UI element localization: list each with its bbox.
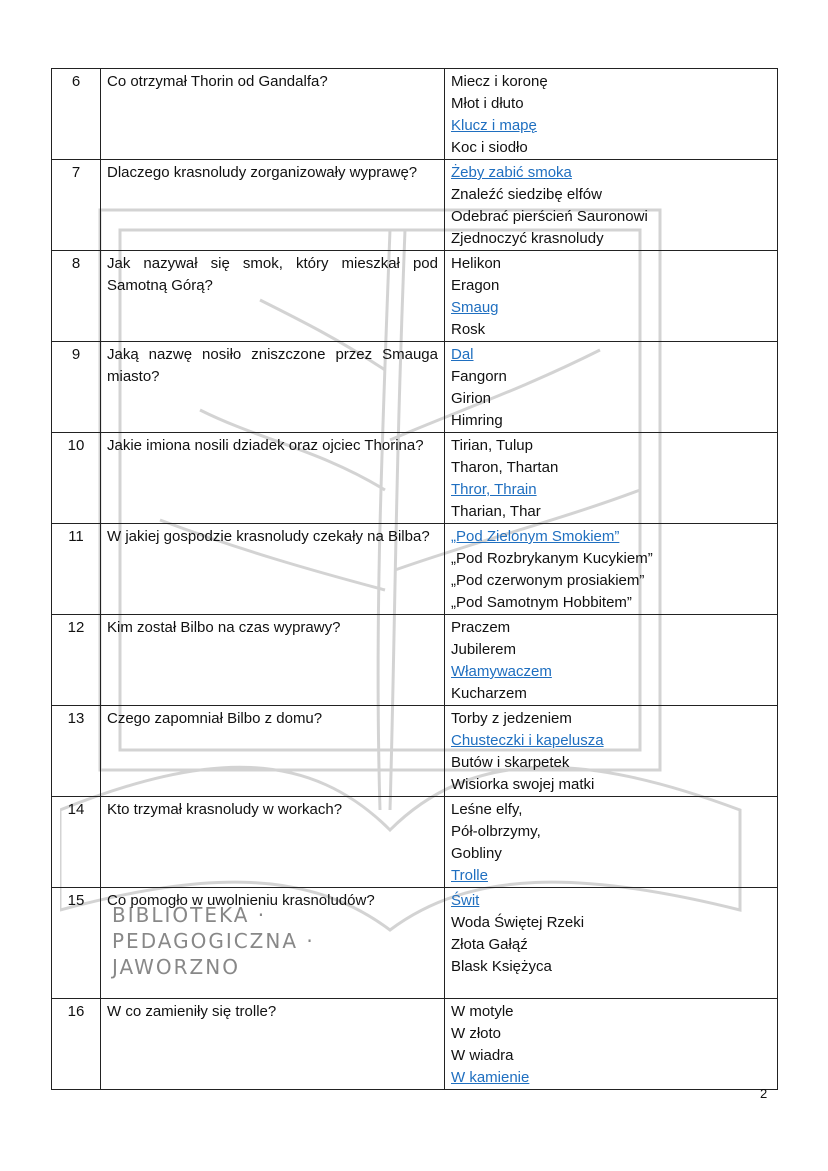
correct-answer: Włamywaczem: [451, 663, 552, 680]
answer-option: Himring: [451, 412, 503, 429]
answer-option: „Pod czerwonym prosiakiem”: [451, 572, 645, 589]
answer-option: Koc i siodło: [451, 139, 528, 156]
correct-answer: „Pod Zielonym Smokiem”: [451, 528, 620, 545]
question-number: 13: [52, 706, 101, 797]
answer-option: Kucharzem: [451, 685, 527, 702]
table-row: [52, 342, 778, 433]
answer-options: [445, 524, 778, 615]
answer-option: Butów i skarpetek: [451, 754, 570, 771]
answer-options: [445, 69, 778, 160]
table-row: [52, 797, 778, 888]
correct-answer: Trolle: [451, 867, 488, 884]
answer-option: Girion: [451, 390, 492, 407]
watermark-text: BIBLIOTEKA · PEDAGOGICZNA · JAWORZNO: [112, 903, 315, 979]
question-text: Jak nazywał się smok, który mieszkał pod Samotną Górą?: [101, 251, 445, 342]
answer-option: Woda Świętej Rzeki: [451, 914, 585, 931]
table-row: [52, 615, 778, 706]
correct-answer: Klucz i mapę: [451, 117, 537, 134]
question-text: Kim został Bilbo na czas wyprawy?: [101, 615, 445, 706]
answer-options: [445, 433, 778, 524]
question-number: 16: [52, 999, 101, 1090]
answer-option: Gobliny: [451, 845, 502, 862]
answer-option: Rosk: [451, 321, 486, 338]
table-row: [52, 706, 778, 797]
question-text: Dlaczego krasnoludy zorganizowały wyprawę?: [101, 160, 445, 251]
question-text: Jakie imiona nosili dziadek oraz ojciec Thorina?: [101, 433, 445, 524]
question-number: 11: [52, 524, 101, 615]
answer-option: „Pod Samotnym Hobbitem”: [451, 594, 632, 611]
correct-answer: Chusteczki i kapelusza: [451, 732, 604, 749]
answer-option: Fangorn: [451, 368, 507, 385]
correct-answer: Thror, Thrain: [451, 481, 537, 498]
answer-option: Młot i dłuto: [451, 95, 524, 112]
correct-answer: Świt: [451, 892, 480, 909]
question-text: Jaką nazwę nosiło zniszczone przez Smauga miasto?: [101, 342, 445, 433]
answer-options: [445, 706, 778, 797]
question-text: Co otrzymał Thorin od Gandalfa?: [101, 69, 445, 160]
answer-options: [445, 615, 778, 706]
answer-options: [445, 797, 778, 888]
question-text: Kto trzymał krasnoludy w workach?: [101, 797, 445, 888]
answer-options: [445, 342, 778, 433]
question-number: 14: [52, 797, 101, 888]
table-row: [52, 251, 778, 342]
answer-options: [445, 888, 778, 999]
correct-answer: Dal: [451, 346, 474, 363]
answer-option: Blask Księżyca: [451, 958, 552, 975]
answer-option: „Pod Rozbrykanym Kucykiem”: [451, 550, 653, 567]
question-number: 7: [52, 160, 101, 251]
table-row: [52, 999, 778, 1090]
page-number: 2: [760, 1086, 768, 1101]
answer-option: W motyle: [451, 1003, 514, 1020]
answer-option: Leśne elfy,: [451, 801, 523, 818]
answer-option: Tharon, Thartan: [451, 459, 559, 476]
question-number: 9: [52, 342, 101, 433]
correct-answer: W kamienie: [451, 1069, 530, 1086]
question-number: 12: [52, 615, 101, 706]
question-number: 6: [52, 69, 101, 160]
question-text: W co zamieniły się trolle?: [101, 999, 445, 1090]
answer-option: Miecz i koronę: [451, 73, 548, 90]
quiz-table: [51, 68, 778, 1090]
answer-option: Złota Gałąź: [451, 936, 528, 953]
answer-option: Znaleźć siedzibę elfów: [451, 186, 602, 203]
answer-option: Pół-olbrzymy,: [451, 823, 541, 840]
answer-option: Praczem: [451, 619, 511, 636]
answer-options: [445, 999, 778, 1090]
answer-option: Eragon: [451, 277, 500, 294]
question-text: Co pomogło w uwolnieniu krasnoludów?: [101, 888, 445, 999]
answer-option: Wisiorka swojej matki: [451, 776, 595, 793]
answer-options: [445, 160, 778, 251]
answer-options: [445, 251, 778, 342]
question-number: 15: [52, 888, 101, 999]
answer-option: Helikon: [451, 255, 502, 272]
answer-option: Torby z jedzeniem: [451, 710, 572, 727]
answer-option: W złoto: [451, 1025, 502, 1042]
answer-option: Jubilerem: [451, 641, 517, 658]
table-row: [52, 160, 778, 251]
question-number: 8: [52, 251, 101, 342]
table-row: [52, 69, 778, 160]
answer-option: W wiadra: [451, 1047, 514, 1064]
answer-option: Tirian, Tulup: [451, 437, 533, 454]
answer-option: Tharian, Thar: [451, 503, 541, 520]
question-number: 10: [52, 433, 101, 524]
correct-answer: Żeby zabić smoka: [451, 164, 572, 181]
question-text: Czego zapomniał Bilbo z domu?: [101, 706, 445, 797]
answer-option: Odebrać pierścień Sauronowi: [451, 208, 648, 225]
question-text: W jakiej gospodzie krasnoludy czekały na Bilba?: [101, 524, 445, 615]
table-row: [52, 433, 778, 524]
answer-option: Zjednoczyć krasnoludy: [451, 230, 604, 247]
table-row: [52, 524, 778, 615]
correct-answer: Smaug: [451, 299, 499, 316]
table-row: [52, 888, 778, 999]
